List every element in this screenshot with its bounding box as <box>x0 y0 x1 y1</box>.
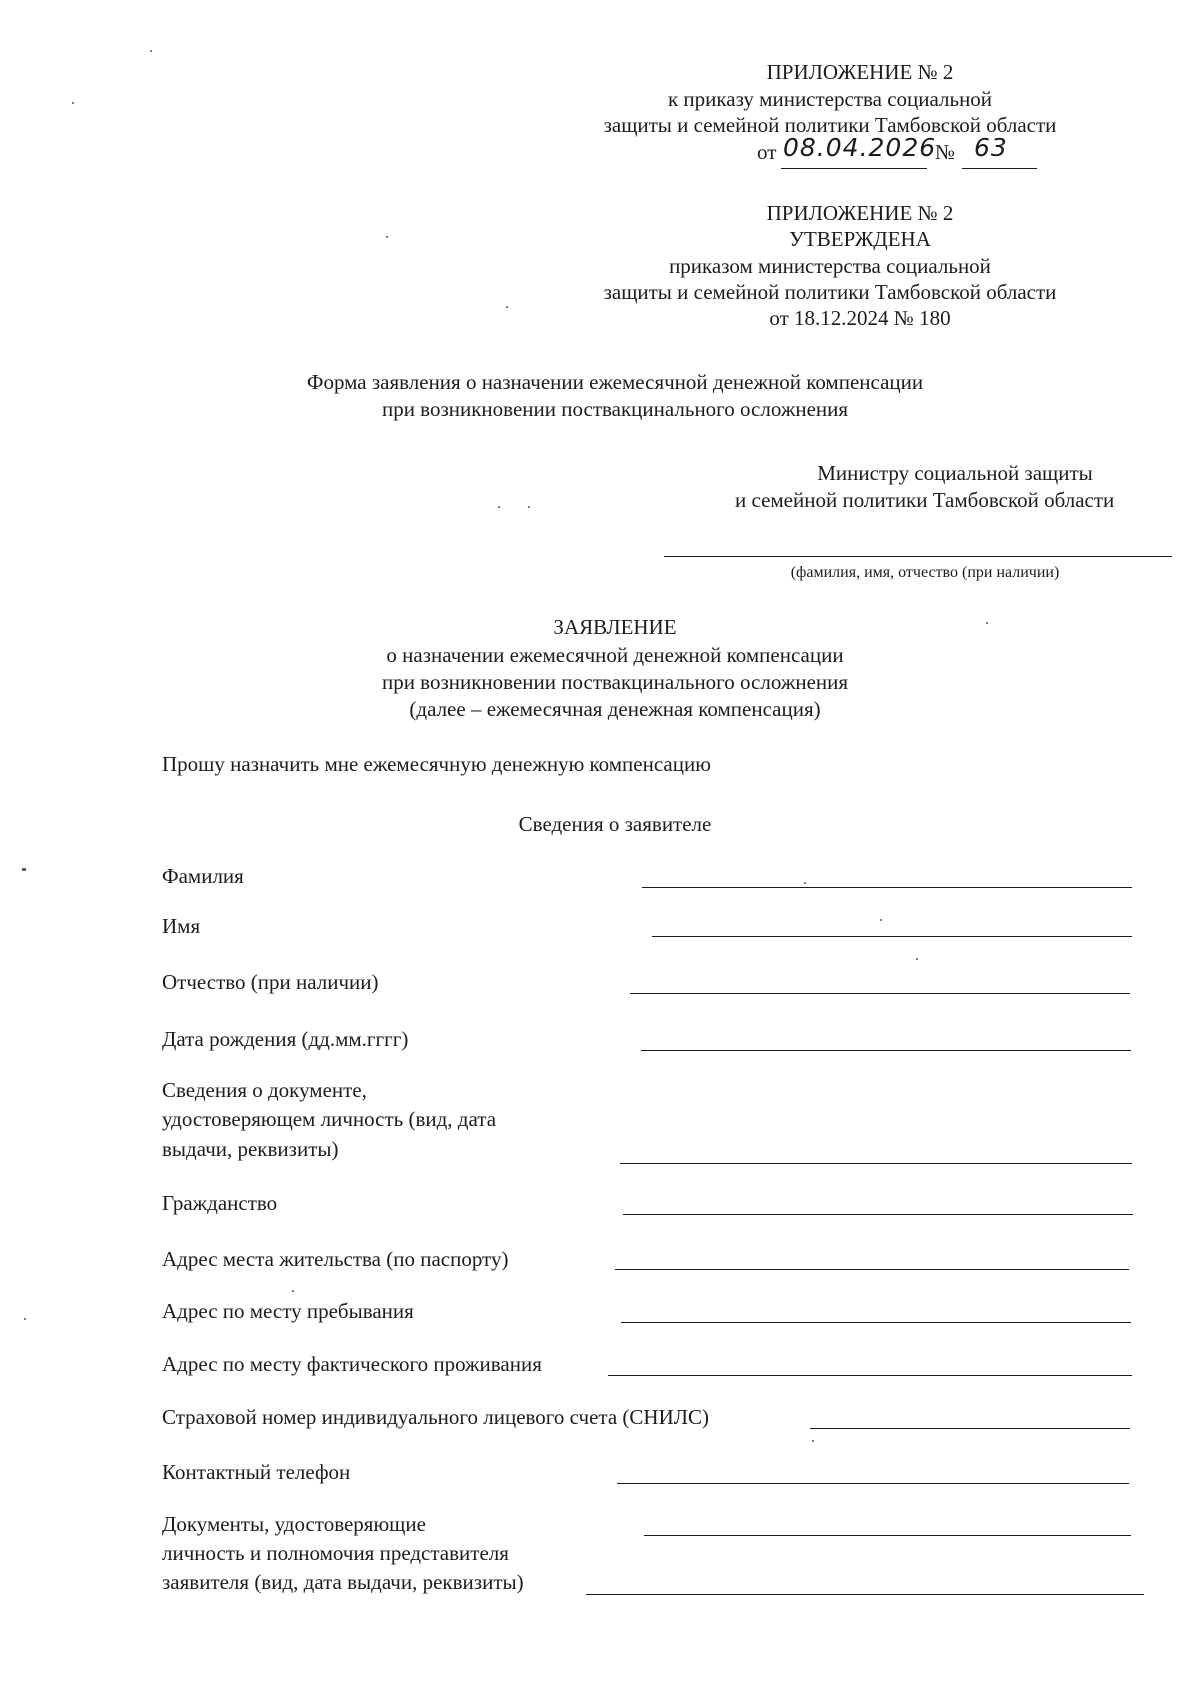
scan-speck <box>24 1318 26 1320</box>
actual-address-label: Адрес по месту фактического проживания <box>162 1352 542 1376</box>
citizenship-label: Гражданство <box>162 1191 278 1215</box>
scan-speck <box>150 50 152 52</box>
representative-docs-field-line1[interactable] <box>644 1535 1131 1536</box>
surname-label: Фамилия <box>162 864 244 888</box>
scan-speck <box>880 919 882 921</box>
scan-speck <box>386 236 388 238</box>
statement-line2: при возникновении поствакцинального осложнения <box>381 670 849 694</box>
order-date-underline <box>781 168 927 169</box>
scan-speck <box>72 102 74 104</box>
id-document-label-line3: выдачи, реквизиты) <box>162 1137 339 1161</box>
order-number-handwritten: 63 <box>974 133 1008 162</box>
appendix-approved-line2: защиты и семейной политики Тамбовской области <box>603 280 1057 304</box>
appendix-order-line2: защиты и семейной политики Тамбовской области <box>603 113 1057 137</box>
form-title-line2: при возникновении поствакцинального осложнения <box>381 397 849 421</box>
addressee-line2: и семейной политики Тамбовской области <box>735 488 1115 512</box>
citizenship-field[interactable] <box>623 1214 1133 1215</box>
scan-speck <box>916 958 918 960</box>
approved-label: УТВЕРЖДЕНА <box>789 227 931 251</box>
surname-field[interactable] <box>642 887 1132 888</box>
statement-line3: (далее – ежемесячная денежная компенсация) <box>409 697 821 721</box>
appendix-approved-title: ПРИЛОЖЕНИЕ № 2 <box>766 201 954 225</box>
snils-field[interactable] <box>810 1428 1130 1429</box>
appendix-order-title: ПРИЛОЖЕНИЕ № 2 <box>766 60 954 84</box>
scan-speck <box>292 1290 294 1292</box>
order-number-prefix: № <box>935 140 956 164</box>
addressee-name-line <box>664 556 1172 557</box>
addressee-name-caption: (фамилия, имя, отчество (при наличии) <box>790 564 1060 581</box>
scan-speck <box>804 882 806 884</box>
representative-docs-label-line1: Документы, удостоверяющие <box>162 1512 426 1536</box>
name-label: Имя <box>162 914 201 938</box>
form-title-line1: Форма заявления о назначении ежемесячной денежной компенсации <box>306 370 924 394</box>
phone-label: Контактный телефон <box>162 1460 351 1484</box>
id-document-field[interactable] <box>620 1163 1132 1164</box>
representative-docs-label-line3: заявителя (вид, дата выдачи, реквизиты) <box>162 1570 524 1594</box>
stay-address-label: Адрес по месту пребывания <box>162 1299 414 1323</box>
appendix-order-line1: к приказу министерства социальной <box>667 87 993 111</box>
scan-speck <box>812 1440 814 1442</box>
appendix-approved-line1: приказом министерства социальной <box>669 254 991 278</box>
scan-speck <box>22 868 26 871</box>
statement-line1: о назначении ежемесячной денежной компенсации <box>386 643 844 667</box>
scan-speck <box>528 506 530 508</box>
snils-label: Страховой номер индивидуального лицевого счета (СНИЛС) <box>162 1405 709 1429</box>
patronymic-label: Отчество (при наличии) <box>162 970 379 994</box>
representative-docs-label-line2: личность и полномочия представителя <box>162 1541 509 1565</box>
birth-date-field[interactable] <box>641 1050 1131 1051</box>
actual-address-field[interactable] <box>608 1375 1132 1376</box>
name-field[interactable] <box>652 936 1132 937</box>
birth-date-label: Дата рождения (дд.мм.гггг) <box>162 1027 409 1051</box>
request-text: Прошу назначить мне ежемесячную денежную компенсацию <box>162 752 711 776</box>
scan-speck <box>498 506 500 508</box>
id-document-label-line2: удостоверяющем личность (вид, дата <box>162 1107 497 1131</box>
approved-order-date: от 18.12.2024 № 180 <box>769 306 951 330</box>
scan-speck <box>986 622 988 624</box>
residence-address-field[interactable] <box>615 1269 1129 1270</box>
scan-speck <box>506 306 508 308</box>
patronymic-field[interactable] <box>630 993 1130 994</box>
residence-address-label: Адрес места жительства (по паспорту) <box>162 1247 509 1271</box>
order-date-handwritten: 08.04.2026 <box>783 133 937 162</box>
addressee-line1: Министру социальной защиты <box>817 461 1093 485</box>
statement-heading: ЗАЯВЛЕНИЕ <box>553 615 677 639</box>
applicant-section-title: Сведения о заявителе <box>518 812 712 836</box>
phone-field[interactable] <box>617 1483 1129 1484</box>
representative-docs-field-line2[interactable] <box>586 1594 1144 1595</box>
id-document-label-line1: Сведения о документе, <box>162 1078 367 1102</box>
stay-address-field[interactable] <box>621 1322 1131 1323</box>
order-number-underline <box>962 168 1037 169</box>
order-date-prefix: от <box>757 140 777 164</box>
